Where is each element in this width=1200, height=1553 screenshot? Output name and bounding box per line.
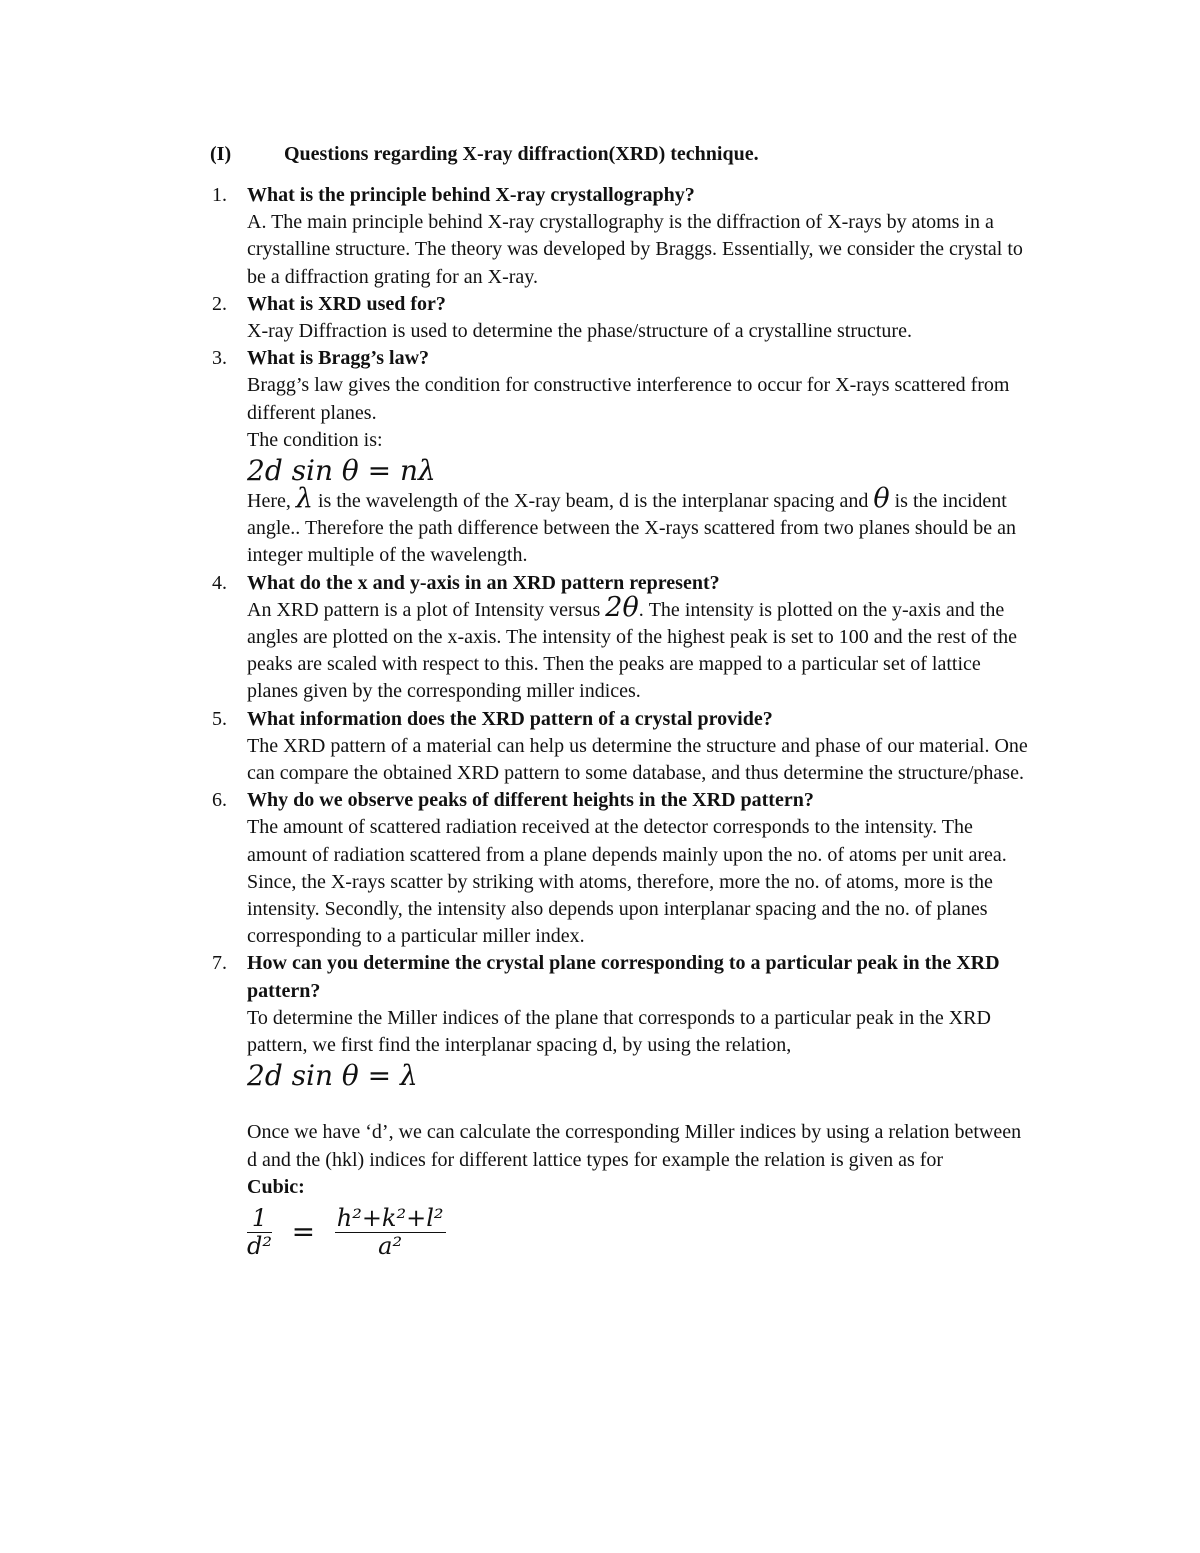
list-item bbox=[212, 787, 1032, 950]
cubic-equation bbox=[247, 1205, 1032, 1265]
section-heading bbox=[210, 143, 759, 166]
equation-explanation bbox=[247, 483, 1032, 570]
condition-label: The condition is: bbox=[247, 428, 383, 451]
two-theta-symbol: 2θ bbox=[605, 591, 639, 623]
question-text: What is Bragg’s law? bbox=[247, 347, 430, 370]
theta-symbol: θ bbox=[873, 483, 890, 515]
item-number: 1. bbox=[212, 184, 227, 206]
answer-text bbox=[247, 591, 1032, 706]
list-item bbox=[212, 291, 1032, 345]
item-number: 4. bbox=[212, 571, 227, 594]
list-item bbox=[212, 570, 1032, 706]
section-number: (I) bbox=[210, 143, 232, 165]
here-mid: is the wavelength of the X-ray beam, d is the interplanar spacing and bbox=[317, 490, 869, 513]
cubic-label: Cubic: bbox=[247, 1175, 305, 1198]
answer-text: X-ray Diffraction is used to determine the phase/structure of a crystalline structure. bbox=[247, 320, 912, 343]
here-prefix: Here, bbox=[247, 490, 291, 513]
right-fraction bbox=[335, 1205, 446, 1259]
list-item bbox=[212, 182, 1032, 291]
question-text: What is XRD used for? bbox=[247, 292, 446, 315]
left-fraction bbox=[247, 1205, 272, 1259]
item-number: 2. bbox=[212, 292, 227, 315]
question-text: What do the x and y-axis in an XRD pattern represent? bbox=[247, 571, 720, 594]
answer-text: The amount of scattered radiation received at the detector corresponds to the intensity. The amount of radiation scattered from a plane depends mainly upon the no. of atoms per unit area. Since, the X-rays scatter by striking with atoms, therefore, more the no. of atoms, more is the intensity. Secondly, the intensity also depends upon interplanar spacing and the no. of planes corresponding to a particular miller index. bbox=[247, 816, 1007, 948]
list-item bbox=[212, 706, 1032, 788]
right-numerator: h²+k²+l² bbox=[336, 1203, 444, 1232]
left-numerator: 1 bbox=[247, 1205, 272, 1233]
spacer bbox=[247, 1093, 1032, 1119]
answer-text: To determine the Miller indices of the plane that corresponds to a particular peak in the XRD pattern, we first find the interplanar spacing d, by using the relation, bbox=[247, 1006, 991, 1057]
list-item bbox=[212, 345, 1032, 569]
lambda-symbol: λ bbox=[295, 483, 313, 515]
item-number: 5. bbox=[212, 707, 227, 730]
list-item bbox=[212, 950, 1032, 1264]
question-text: What is the principle behind X-ray crystallography? bbox=[247, 184, 695, 206]
item-number: 7. bbox=[212, 952, 227, 975]
spacing-equation: 2d sin θ = λ bbox=[247, 1059, 418, 1093]
here-suffix: is the incident angle.. Therefore the path difference between the X-rays scattered from two planes should be an integer multiple of the wavelength. bbox=[247, 490, 1016, 567]
question-text: Why do we observe peaks of different heights in the XRD pattern? bbox=[247, 789, 814, 812]
question-text: How can you determine the crystal plane corresponding to a particular peak in the XRD pattern? bbox=[247, 952, 1000, 1002]
answer-text: Bragg’s law gives the condition for constructive interference to occur for X-rays scattered from different planes. bbox=[247, 374, 1010, 424]
question-text: What information does the XRD pattern of a crystal provide? bbox=[247, 707, 773, 730]
section-title: Questions regarding X-ray diffraction(XRD) technique. bbox=[284, 143, 759, 165]
answer-text-2: Once we have ‘d’, we can calculate the corresponding Miller indices by using a relation between d and the (hkl) indices for different lattice types for example the relation is given as for bbox=[247, 1121, 1022, 1171]
left-denominator: d² bbox=[247, 1231, 272, 1260]
question-list bbox=[212, 182, 1032, 1265]
right-denominator: a² bbox=[378, 1231, 403, 1260]
item-number: 3. bbox=[212, 347, 227, 370]
item-number: 6. bbox=[212, 789, 227, 812]
answer-text: The XRD pattern of a material can help us determine the structure and phase of our material. One can compare the obtained XRD pattern to some database, and thus determine the structure/phase. bbox=[247, 734, 1028, 785]
answer-suffix: . The intensity is plotted on the y-axis and the angles are plotted on the x-axis. The intensity of the highest peak is set to 100 and the rest of the peaks are scaled with respect to this. Then the peaks are mapped to a particular set of lattice planes given by the corresponding miller indices. bbox=[247, 598, 1017, 703]
answer-text: A. The main principle behind X-ray crystallography is the diffraction of X-rays by atoms in a crystalline structure. The theory was developed by Braggs. Essentially, we consider the crystal to be a diffraction grating for an X-ray. bbox=[247, 211, 1023, 288]
bragg-equation: 2d sin θ = nλ bbox=[247, 454, 436, 488]
answer-prefix: An XRD pattern is a plot of Intensity versus bbox=[247, 598, 601, 621]
equals-sign: = bbox=[291, 1215, 316, 1249]
